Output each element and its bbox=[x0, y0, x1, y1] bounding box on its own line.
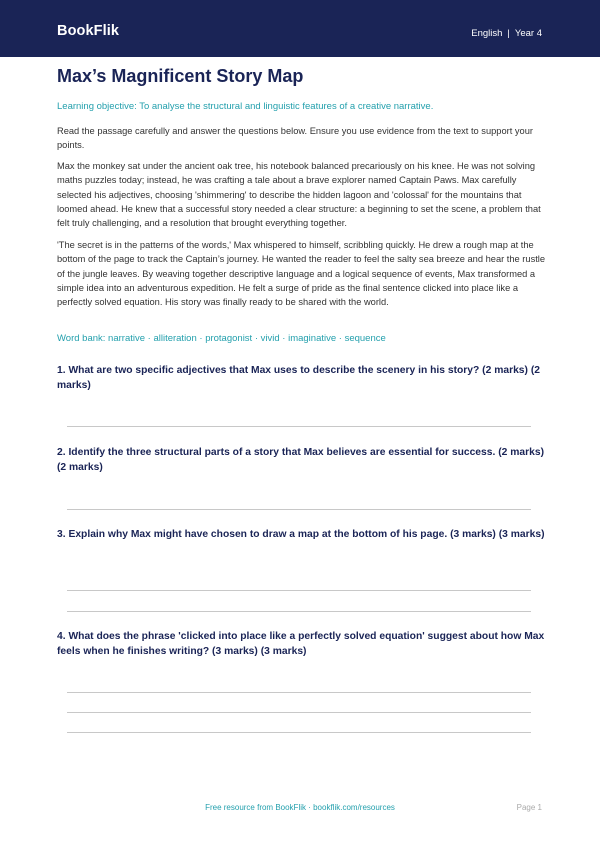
answer-line[interactable] bbox=[67, 426, 531, 427]
subject-label: English bbox=[471, 28, 503, 39]
answer-line[interactable] bbox=[67, 692, 531, 693]
question-4: 4. What does the phrase 'clicked into place like a perfectly solved equation' suggest about how Max feels when he finishes writing? (3 marks) (3 marks) bbox=[57, 631, 545, 657]
answer-line[interactable] bbox=[67, 712, 531, 713]
brand-logo: BookFlik bbox=[57, 23, 120, 39]
page-number: Page 1 bbox=[516, 803, 542, 812]
question-1: 1. What are two specific adjectives that Max uses to describe the scenery in his story? (2 marks) (2 marks) bbox=[57, 365, 540, 391]
answer-line[interactable] bbox=[67, 611, 531, 612]
question-2: 2. Identify the three structural parts of a story that Max believes are essential for success. (2 marks) (2 marks) bbox=[57, 447, 545, 473]
page-title: Max’s Magnificent Story Map bbox=[57, 66, 304, 86]
word-bank: Word bank: narrative · alliteration · protagonist · vivid · imaginative · sequence bbox=[57, 333, 386, 344]
learning-objective: Learning objective: To analyse the structural and linguistic features of a creative narrative. bbox=[57, 101, 434, 112]
question-3: 3. Explain why Max might have chosen to draw a map at the bottom of his page. (3 marks) (3 marks) bbox=[57, 529, 545, 540]
answer-line[interactable] bbox=[67, 732, 531, 733]
passage-paragraph-1: Max the monkey sat under the ancient oak tree, his notebook balanced precariously on his knee. He was not solving maths puzzles today; instead, he was crafting a tale about a brave explorer named Captain Paws. Max carefully selected his adjectives, choosing 'shimmering' to describe the hidden lagoon and 'colossal' for the mountains that loomed ahead. He knew that a successful story needed a clear structure: a beginning to set the scene, a problem that felt truly challenging, and a resolution that brought everything together. bbox=[57, 161, 541, 229]
passage-paragraph-2: 'The secret is in the patterns of the words,' Max whispered to himself, scribbling quickly. He drew a rough map at the bottom of the page to track the Captain’s journey. He wanted the reader to feel the salty sea breeze and hear the rustle of the jungle leaves. By weaving together descriptive language and a logical sequence of events, Max transformed a simple idea into an adventurous expedition. He felt a surge of pride as the final sentence clicked into place like a perfectly solved equation. His story was finally ready to be shared with the world. bbox=[57, 240, 546, 308]
answer-line[interactable] bbox=[67, 590, 531, 591]
header-bar bbox=[0, 0, 600, 57]
footer-link[interactable]: Free resource from BookFlik · bookflik.com/resources bbox=[205, 803, 395, 812]
subject-year-label bbox=[471, 28, 542, 39]
instructions: Read the passage carefully and answer the questions below. Ensure you use evidence from the text to support your points. bbox=[57, 126, 533, 151]
separator: | bbox=[507, 28, 510, 39]
answer-line[interactable] bbox=[67, 509, 531, 510]
year-label: Year 4 bbox=[514, 28, 542, 39]
